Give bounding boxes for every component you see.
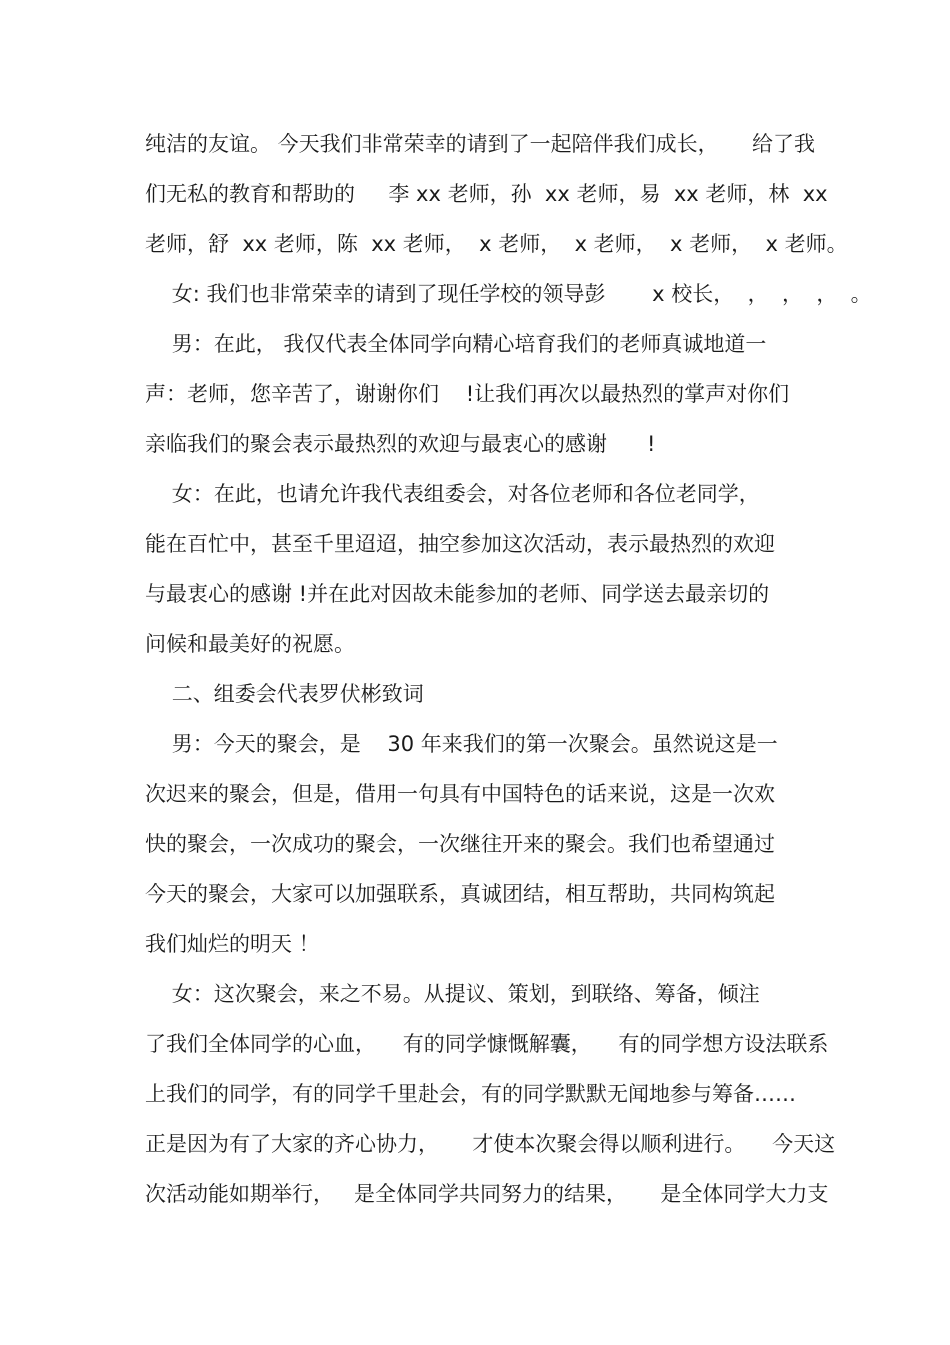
text-line: 快的聚会，一次成功的聚会，一次继往开来的聚会。我们也希望通过 xyxy=(145,832,775,856)
text-line: 男：今天的聚会，是 30 年来我们的第一次聚会。虽然说这是一 xyxy=(145,732,778,756)
text-line: 正是因为有了大家的齐心协力， 才使本次聚会得以顺利进行。 今天这 xyxy=(145,1132,836,1156)
text-line: 上我们的同学，有的同学千里赴会，有的同学默默无闻地参与筹备…… xyxy=(145,1082,796,1106)
text-line: 声：老师，您辛苦了，谢谢你们 !让我们再次以最热烈的掌声对你们 xyxy=(145,382,790,406)
text-line: 与最衷心的感谢 !并在此对因故未能参加的老师、同学送去最亲切的 xyxy=(145,582,770,606)
text-line: 女：在此，也请允许我代表组委会，对各位老师和各位老同学， xyxy=(145,482,760,506)
text-line: 纯洁的友谊。 今天我们非常荣幸的请到了一起陪伴我们成长， 给了我 xyxy=(145,132,816,156)
text-line: 能在百忙中，甚至千里迢迢，抽空参加这次活动，表示最热烈的欢迎 xyxy=(145,532,775,556)
text-line: 女: 我们也非常荣幸的请到了现任学校的领导彭 x 校长， ， ， ， 。 xyxy=(145,282,872,306)
text-line: 老师，舒 xx 老师，陈 xx 老师， x 老师， x 老师， x 老师， x 老师。 xyxy=(145,232,848,256)
text-line: 次迟来的聚会，但是，借用一句具有中国特色的话来说，这是一次欢 xyxy=(145,782,775,806)
text-line: 们无私的教育和帮助的 李 xx 老师，孙 xx 老师，易 xx 老师，林 xx xyxy=(145,182,828,206)
text-line: 我们灿烂的明天 ！ xyxy=(145,932,320,956)
text-line: 女：这次聚会，来之不易。从提议、策划，到联络、筹备，倾注 xyxy=(145,982,760,1006)
section-heading: 二、组委会代表罗伏彬致词 xyxy=(145,682,424,706)
text-line: 次活动能如期举行， 是全体同学共同努力的结果， 是全体同学大力支 xyxy=(145,1182,829,1206)
text-line: 了我们全体同学的心血， 有的同学慷慨解囊， 有的同学想方设法联系 xyxy=(145,1032,829,1056)
text-line: 今天的聚会，大家可以加强联系，真诚团结，相互帮助，共同构筑起 xyxy=(145,882,775,906)
text-line: 男：在此， 我仅代表全体同学向精心培育我们的老师真诚地道一 xyxy=(145,332,767,356)
text-line: 亲临我们的聚会表示最热烈的欢迎与最衷心的感谢 ! xyxy=(145,432,656,456)
text-line: 问候和最美好的祝愿。 xyxy=(145,632,355,656)
